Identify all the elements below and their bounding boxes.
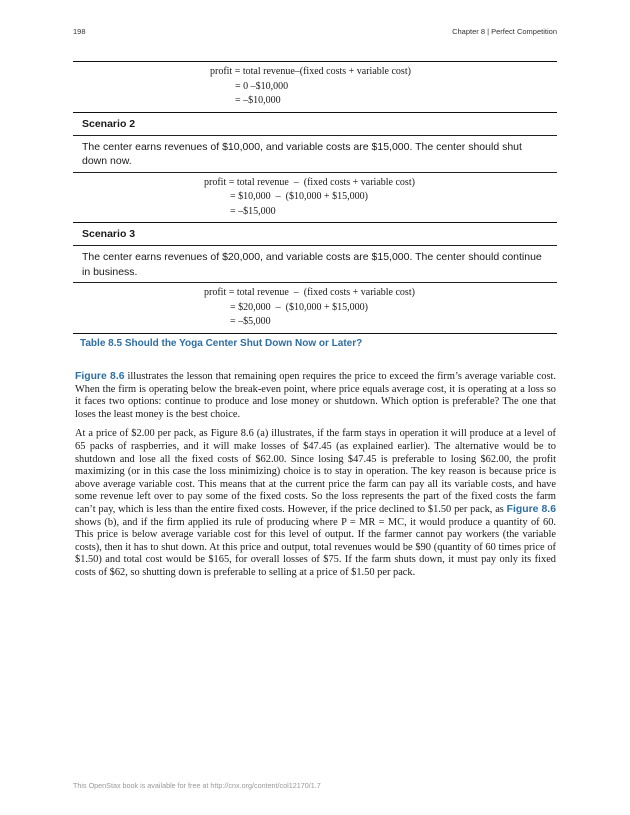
chapter-title: Chapter 8 | Perfect Competition [452,27,557,36]
equation-line: profit = total revenue–(fixed costs + variable cost) [210,66,411,77]
body-text [75,371,556,587]
equation-line: = –$15,000 [230,205,276,217]
equation-line: = 0 –$10,000 [235,80,289,92]
scenario2-title: Scenario 2 [82,117,136,130]
figure-link[interactable]: Figure 8.6 [75,371,125,382]
paragraph-text: illustrates the lesson that remaining open requires the price to exceed the firm’s average variable cost. When the firm is operating below the break-even point, where price equals average cost, it is operating at a loss so it faces two options: continue to produce and lose money or shutdown. Which option is preferable? The one that loses the least money is the best choice. [75,371,556,420]
page-footer: This OpenStax book is available for free at http://cnx.org/content/col12170/1.7 [73,781,321,790]
paragraph-text: shows (b), and if the firm applied its rule of producing where P = MR = MC, it would produce a quantity of 60. This price is below average variable cost for this level of output. If the farmer cannot pay workers (the variable costs), then it has to shut down. At this price and output, total revenues would be $90 (quantity of 60 times price of $1.50) and total cost would be $165, for overall losses of $75. If the farm shuts down, it must pay only its fixed costs of $62, so shutting down is preferable to selling at a price of $1.50 per pack. [75,516,556,578]
scenario1-equation [73,62,557,112]
paragraph [75,371,556,421]
page-number: 198 [73,27,86,36]
equation-line: profit = total revenue – (fixed costs + variable cost) [204,176,415,188]
paragraph-text: At a price of $2.00 per pack, as Figure 8.6 (a) illustrates, if the farm stays in operation it will produce at a level of 65 packs of raspberries, and it will make losses of $47.45 (as explained earlier). The alternative would be to shutdown and lose all the fixed costs of $62.00. Since losing $47.45 is preferable to losing $62.00, the profit maximizing (or in this case the loss minimizing) choice is to stay in operation. The key reason is because price is above average variable cost. This means that at the current price the farm can pay all its variable costs, and have some revenue left over to pay some of the fixed costs. So the loss represents the part of the fixed costs the farm can’t pay, which is less than the entire fixed costs. However, if the price declined to $1.50 per pack, as [75,428,556,515]
equation-line: = –$5,000 [230,316,271,327]
yoga-center-table [73,61,557,334]
scenario3-title: Scenario 3 [82,228,136,240]
scenario2-description: The center earns revenues of $10,000, and variable costs are $15,000. The center should shut down now. [82,140,522,167]
equation-line: = $20,000 – ($10,000 + $15,000) [230,301,368,313]
table-bottom-rule [73,333,557,334]
paragraph [75,428,556,579]
scenario3-equation [73,283,557,333]
figure-link[interactable]: Figure 8.6 [506,503,556,515]
table-caption: Table 8.5 Should the Yoga Center Shut Down Now or Later? [80,338,363,349]
equation-line: profit = total revenue – (fixed costs + variable cost) [204,287,415,298]
equation-line: = –$10,000 [235,95,281,106]
equation-line: = $10,000 – ($10,000 + $15,000) [230,191,368,202]
scenario3-description: The center earns revenues of $20,000, and variable costs are $15,000. The center should continue in business. [82,251,542,278]
scenario2-equation [73,173,557,223]
page-header [73,27,557,37]
